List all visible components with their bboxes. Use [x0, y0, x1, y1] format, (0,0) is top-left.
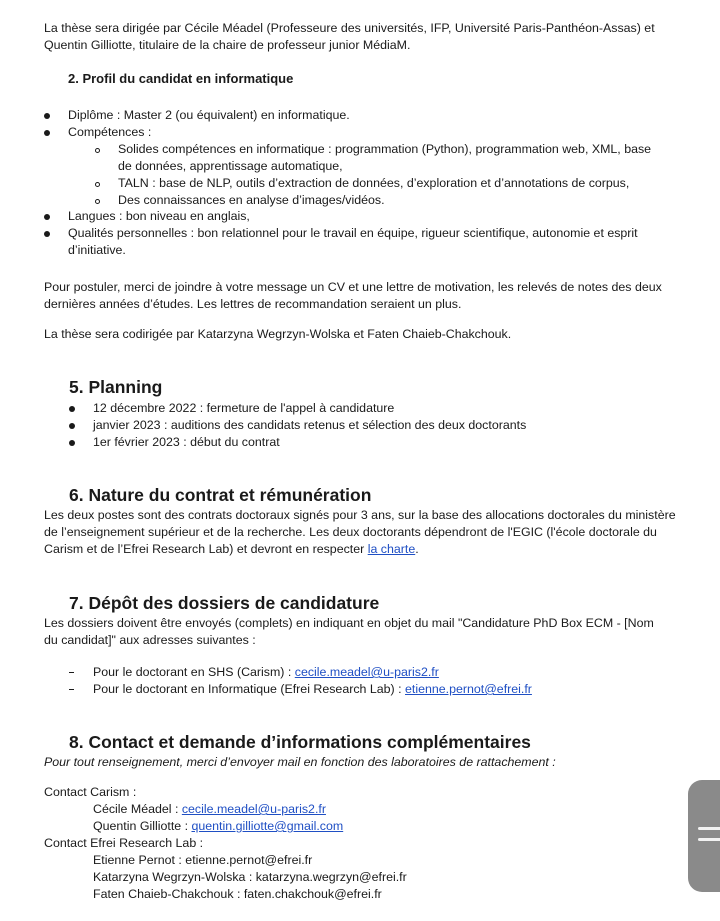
bullet-icon: [44, 130, 50, 136]
intro-line-2: Quentin Gilliotte, titulaire de la chaire de professeur junior MédiaM.: [44, 38, 411, 52]
skill-2: TALN : base de NLP, outils d’extraction de données, d’exploration et d’annotations de corpus,: [118, 176, 630, 190]
contract-line-1: Les deux postes sont des contrats doctoraux signés pour 3 ans, sur la base des allocations doctorales du ministère: [44, 508, 676, 522]
apply-line-1: Pour postuler, merci de joindre à votre message un CV et une lettre de motivation, les relevés de notes des deux: [44, 280, 662, 294]
contact-chaieb: Faten Chaieb-Chakchouk : faten.chakchouk@efrei.fr: [93, 887, 382, 901]
charter-link[interactable]: la charte: [367, 542, 416, 556]
circle-bullet-icon: [95, 182, 100, 187]
contact-meadel-email-link[interactable]: cecile.meadel@u-paris2.fr: [181, 802, 326, 816]
apply-line-2: dernières années d’études. Les lettres de recommandation seraient un plus.: [44, 297, 462, 311]
deposit-info: [93, 681, 532, 698]
planning-item-2: janvier 2023 : auditions des candidats retenus et sélection des deux doctorants: [93, 418, 527, 432]
intro-line-1: La thèse sera dirigée par Cécile Méadel (Professeure des universités, IFP, Université Paris-Panthéon-Assas) et: [44, 21, 655, 35]
skill-3: Des connaissances en analyse d’images/vidéos.: [118, 193, 385, 207]
profile-qualities-line-1: Qualités personnelles : bon relationnel pour le travail en équipe, rigueur scientifique, autonomie et esprit: [68, 226, 638, 240]
contact-efrei-label: Contact Efrei Research Lab :: [44, 836, 204, 850]
contact-meadel-label: Cécile Méadel :: [93, 802, 182, 816]
contact-heading: 8. Contact et demande d’informations complémentaires: [69, 732, 531, 752]
contact-gilliotte-label: Quentin Gilliotte :: [93, 819, 192, 833]
deposit-shs-email-link[interactable]: cecile.meadel@u-paris2.fr: [294, 665, 439, 679]
circle-bullet-icon: [95, 148, 100, 153]
contact-meadel: [93, 801, 326, 818]
contact-pernot: Etienne Pernot : etienne.pernot@efrei.fr: [93, 853, 313, 867]
deposit-shs: [93, 664, 439, 681]
profile-languages: Langues : bon niveau en anglais,: [68, 209, 250, 223]
deposit-info-label: Pour le doctorant en Informatique (Efrei Research Lab) :: [93, 682, 405, 696]
deposit-info-email-link[interactable]: etienne.pernot@efrei.fr: [405, 682, 532, 696]
bullet-icon: [69, 423, 75, 429]
contact-intro: Pour tout renseignement, merci d’envoyer mail en fonction des laboratoires de rattachement :: [44, 755, 556, 769]
deposit-line-1: Les dossiers doivent être envoyés (complets) en indiquant en objet du mail "Candidature PhD Box ECM - [Nom: [44, 616, 654, 630]
codirection-text: La thèse sera codirigée par Katarzyna Wegrzyn-Wolska et Faten Chaieb-Chakchouk.: [44, 327, 512, 341]
profile-qualities-line-2: d’initiative.: [68, 243, 126, 257]
contract-line-3-end: .: [415, 542, 419, 556]
planning-item-3: 1er février 2023 : début du contrat: [93, 435, 280, 449]
menu-line-icon: [698, 827, 720, 830]
planning-heading: 5. Planning: [69, 377, 163, 397]
contact-gilliotte-email-link[interactable]: quentin.gilliotte@gmail.com: [191, 819, 344, 833]
contact-wegrzyn: Katarzyna Wegrzyn-Wolska : katarzyna.wegrzyn@efrei.fr: [93, 870, 407, 884]
circle-bullet-icon: [95, 199, 100, 204]
bullet-icon: [44, 231, 50, 237]
contact-gilliotte: [93, 818, 343, 835]
skill-1-line-1: Solides compétences en informatique : programmation (Python), programmation web, XML, base: [118, 142, 652, 156]
bullet-icon: [69, 440, 75, 446]
dash-icon: [69, 672, 74, 673]
deposit-shs-label: Pour le doctorant en SHS (Carism) :: [93, 665, 295, 679]
deposit-line-2: du candidat]" aux adresses suivantes :: [44, 633, 256, 647]
bullet-icon: [69, 406, 75, 412]
contract-line-3: [44, 541, 419, 558]
profile-skills: Compétences :: [68, 125, 152, 139]
planning-item-1: 12 décembre 2022 : fermeture de l'appel à candidature: [93, 401, 395, 415]
contact-carism-label: Contact Carism :: [44, 785, 137, 799]
profile-diploma: Diplôme : Master 2 (ou équivalent) en informatique.: [68, 108, 350, 122]
contract-line-3-text: Carism et de l’Efrei Research Lab) et devront en respecter: [44, 542, 368, 556]
skill-1-line-2: de données, apprentissage automatique,: [118, 159, 343, 173]
contract-heading: 6. Nature du contrat et rémunération: [69, 485, 372, 505]
bullet-icon: [44, 113, 50, 119]
menu-line-icon: [698, 838, 720, 841]
profile-heading: 2. Profil du candidat en informatique: [68, 71, 294, 86]
deposit-heading: 7. Dépôt des dossiers de candidature: [69, 593, 380, 613]
contract-line-2: de l’enseignement supérieur et de la recherche. Les deux doctorants dépendront de l'EGIC (l'école doctorale du: [44, 525, 657, 539]
bullet-icon: [44, 214, 50, 220]
side-menu-tab[interactable]: [688, 780, 720, 892]
dash-icon: [69, 689, 74, 690]
